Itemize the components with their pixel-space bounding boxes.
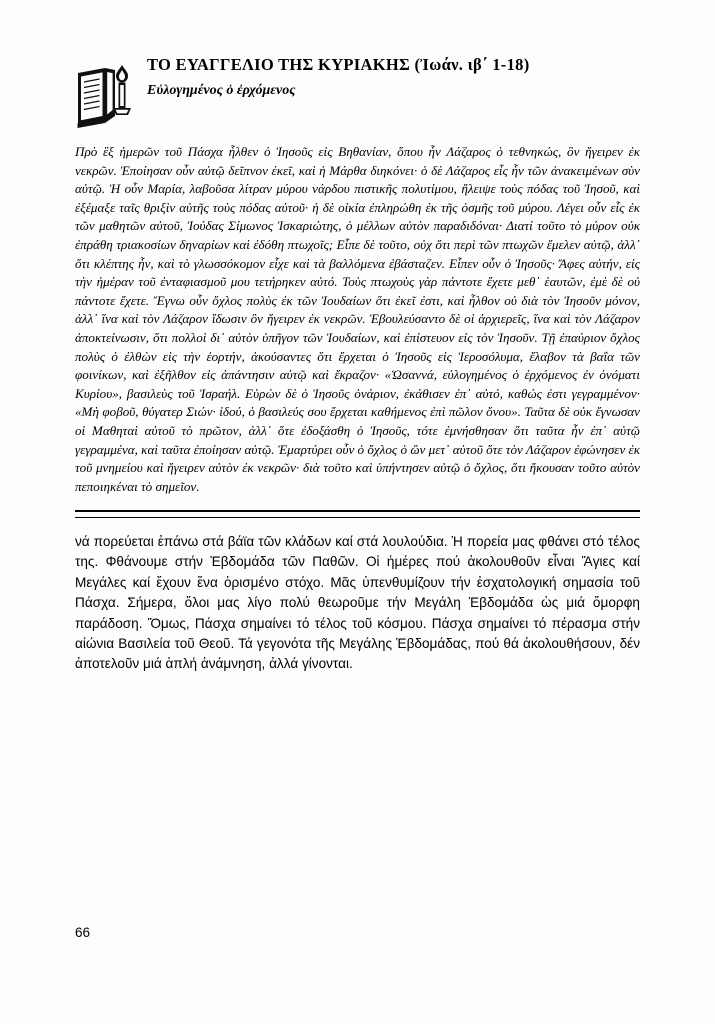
body-paragraph: νά πορεύεται ἐπάνω στά βάϊα τῶν κλάδων καί στά λουλούδια. Ἡ πορεία μας φθάνει στό τέλος της. Φθάνουμε στήν Ἑβδομάδα τῶν Παθῶν. Οἱ ἡμέρες πού ἀκολουθοῦν εἶναι Ἅγιες καί Μεγάλες καί ἔχουν ἕνα ὁρισμένο στόχο. Μᾶς ὑπενθυμίζουν τήν ἐσχατολογική σημασία τοῦ Πάσχα. Σήμερα, ὅλοι μας λίγο πολύ θεωροῦμε τήν Μεγάλη Ἑβδομάδα ὡς μιά ὄμορφη παράδοση. Ὅμως, Πάσχα σημαίνει τό τέλος τοῦ κόσμου. Πάσχα σημαίνει τό πέρασμα στήν αἰώνια Βασιλεία τοῦ Θεοῦ. Τά γεγονότα τῆς Μεγάλης Ἑβδομάδας, πού θά ἀκολουθήσουν, δέν ἀποτελοῦν μιά ἁπλή ἀνάμνηση, ἀλλά γίνονται. xyxy=(75,533,640,672)
open-book-with-candle-icon xyxy=(75,59,137,131)
gospel-passage: Πρὸ ἓξ ἡμερῶν τοῦ Πάσχα ἦλθεν ὁ Ἰησοῦς εἰς Βηθανίαν, ὅπου ἦν Λάζαρος ὁ τεθνηκώς, ὃν ἤγειρεν ἐκ νεκρῶν. Ἐποίησαν οὖν αὐτῷ δεῖπνον ἐκεῖ, καὶ ἡ Μάρθα διηκόνει· ὁ δὲ Λάζαρος εἷς ἦν τῶν ἀνακειμένων σὺν αὐτῷ. Ἡ οὖν Μαρία, λαβοῦσα λίτραν μύρου νάρδου πιστικῆς πολυτίμου, ἤλειψε τοὺς πόδας τοῦ Ἰησοῦ, καὶ ἐξέμαξε ταῖς θριξὶν αὐτῆς τοὺς πόδας αὐτοῦ· ἡ δὲ οἰκία ἐπληρώθη ἐκ τῆς ὀσμῆς τοῦ μύρου. Λέγει οὖν εἷς ἐκ τῶν μαθητῶν αὐτοῦ, Ἰούδας Σίμωνος Ἰσκαριώτης, ὁ μέλλων αὐτὸν παραδιδόναι· Διατί τοῦτο τὸ μύρον οὐκ ἐπράθη τριακοσίων δηναρίων καὶ ἐδόθη πτωχοῖς; Εἶπε δὲ τοῦτο, οὐχ ὅτι περὶ τῶν πτωχῶν ἔμελεν αὐτῷ, ἀλλ᾿ ὅτι κλέπτης ἦν, καὶ τὸ γλωσσόκομον εἶχε καὶ τὰ βαλλόμενα ἐβάσταζεν. Εἶπεν οὖν ὁ Ἰησοῦς· Ἄφες αὐτήν, εἰς τὴν ἡμέραν τοῦ ἐνταφιασμοῦ μου τετήρηκεν αὐτό. Τοὺς πτωχοὺς γὰρ πάντοτε ἔχετε μεθ᾿ ἑαυτῶν, ἐμὲ δὲ οὐ πάντοτε ἔχετε. Ἔγνω οὖν ὄχλος πολὺς ἐκ τῶν Ἰουδαίων ὅτι ἐκεῖ ἐστι, καὶ ἦλθον οὐ διὰ τὸν Ἰησοῦν μόνον, ἀλλ᾿ ἵνα καὶ τὸν Λάζαρον ἴδωσιν ὃν ἤγειρεν ἐκ νεκρῶν. Ἐβουλεύσαντο δὲ οἱ ἀρχιερεῖς, ἵνα καὶ τὸν Λάζαρον ἀποκτείνωσιν, ὅτι πολλοὶ δι᾿ αὐτὸν ὑπῆγον τῶν Ἰουδαίων, καὶ ἐπίστευον εἰς τὸν Ἰησοῦν. Τῇ ἐπαύριον ὄχλος πολὺς ὁ ἐλθὼν εἰς τὴν ἑορτήν, ἀκούσαντες ὅτι ἔρχεται ὁ Ἰησοῦς εἰς Ἱεροσόλυμα, ἔλαβον τὰ βαΐα τῶν φοινίκων, καὶ ἐξῆλθον εἰς ἀπάντησιν αὐτῷ καὶ ἔκραζον· «Ὡσαννά, εὐλογημένος ὁ ἐρχόμενος ἐν ὀνόματι Κυρίου», βασιλεὺς τοῦ Ἰσραήλ. Εὑρὼν δὲ ὁ Ἰησοῦς ὀνάριον, ἐκάθισεν ἐπ᾿ αὐτό, καθώς ἐστι γεγραμμένον· «Μὴ φοβοῦ, θύγατερ Σιών· ἰδού, ὁ βασιλεύς σου ἔρχεται καθήμενος ἐπὶ πῶλον ὄνου». Ταῦτα δὲ οὐκ ἔγνωσαν οἱ Μαθηταὶ αὐτοῦ τὸ πρῶτον, ἀλλ᾿ ὅτε ἐδοξάσθη ὁ Ἰησοῦς, τότε ἐμνήσθησαν ὅτι ταῦτα ἦν ἐπ᾿ αὐτῷ γεγραμμένα, καὶ ταῦτα ἐποίησαν αὐτῷ. Ἐμαρτύρει οὖν ὁ ὄχλος ὁ ὢν μετ᾿ αὐτοῦ ὅτε τὸν Λάζαρον ἐφώνησεν ἐκ τοῦ μνημείου καὶ ἤγειρεν αὐτὸν ἐκ νεκρῶν· διὰ τοῦτο καὶ ὑπήντησεν αὐτῷ ὁ ὄχλος, ὅτι ἤκουσαν τοῦτο αὐτὸν πεποιηκέναι τὸ σημεῖον. xyxy=(75,144,640,494)
header-text-block xyxy=(147,55,640,99)
page-number: 66 xyxy=(75,925,91,940)
article-subtitle: Εὐλογημένος ὁ ἐρχόμενος xyxy=(147,82,296,98)
section-divider xyxy=(75,510,640,518)
page-title: ΤΟ ΕΥΑΓΓΕΛΙΟ ΤΗΣ ΚΥΡΙΑΚΗΣ (Ἰωάν. ιβ΄ 1-18) xyxy=(147,55,530,74)
article-header xyxy=(75,55,640,133)
page-content xyxy=(75,55,640,688)
